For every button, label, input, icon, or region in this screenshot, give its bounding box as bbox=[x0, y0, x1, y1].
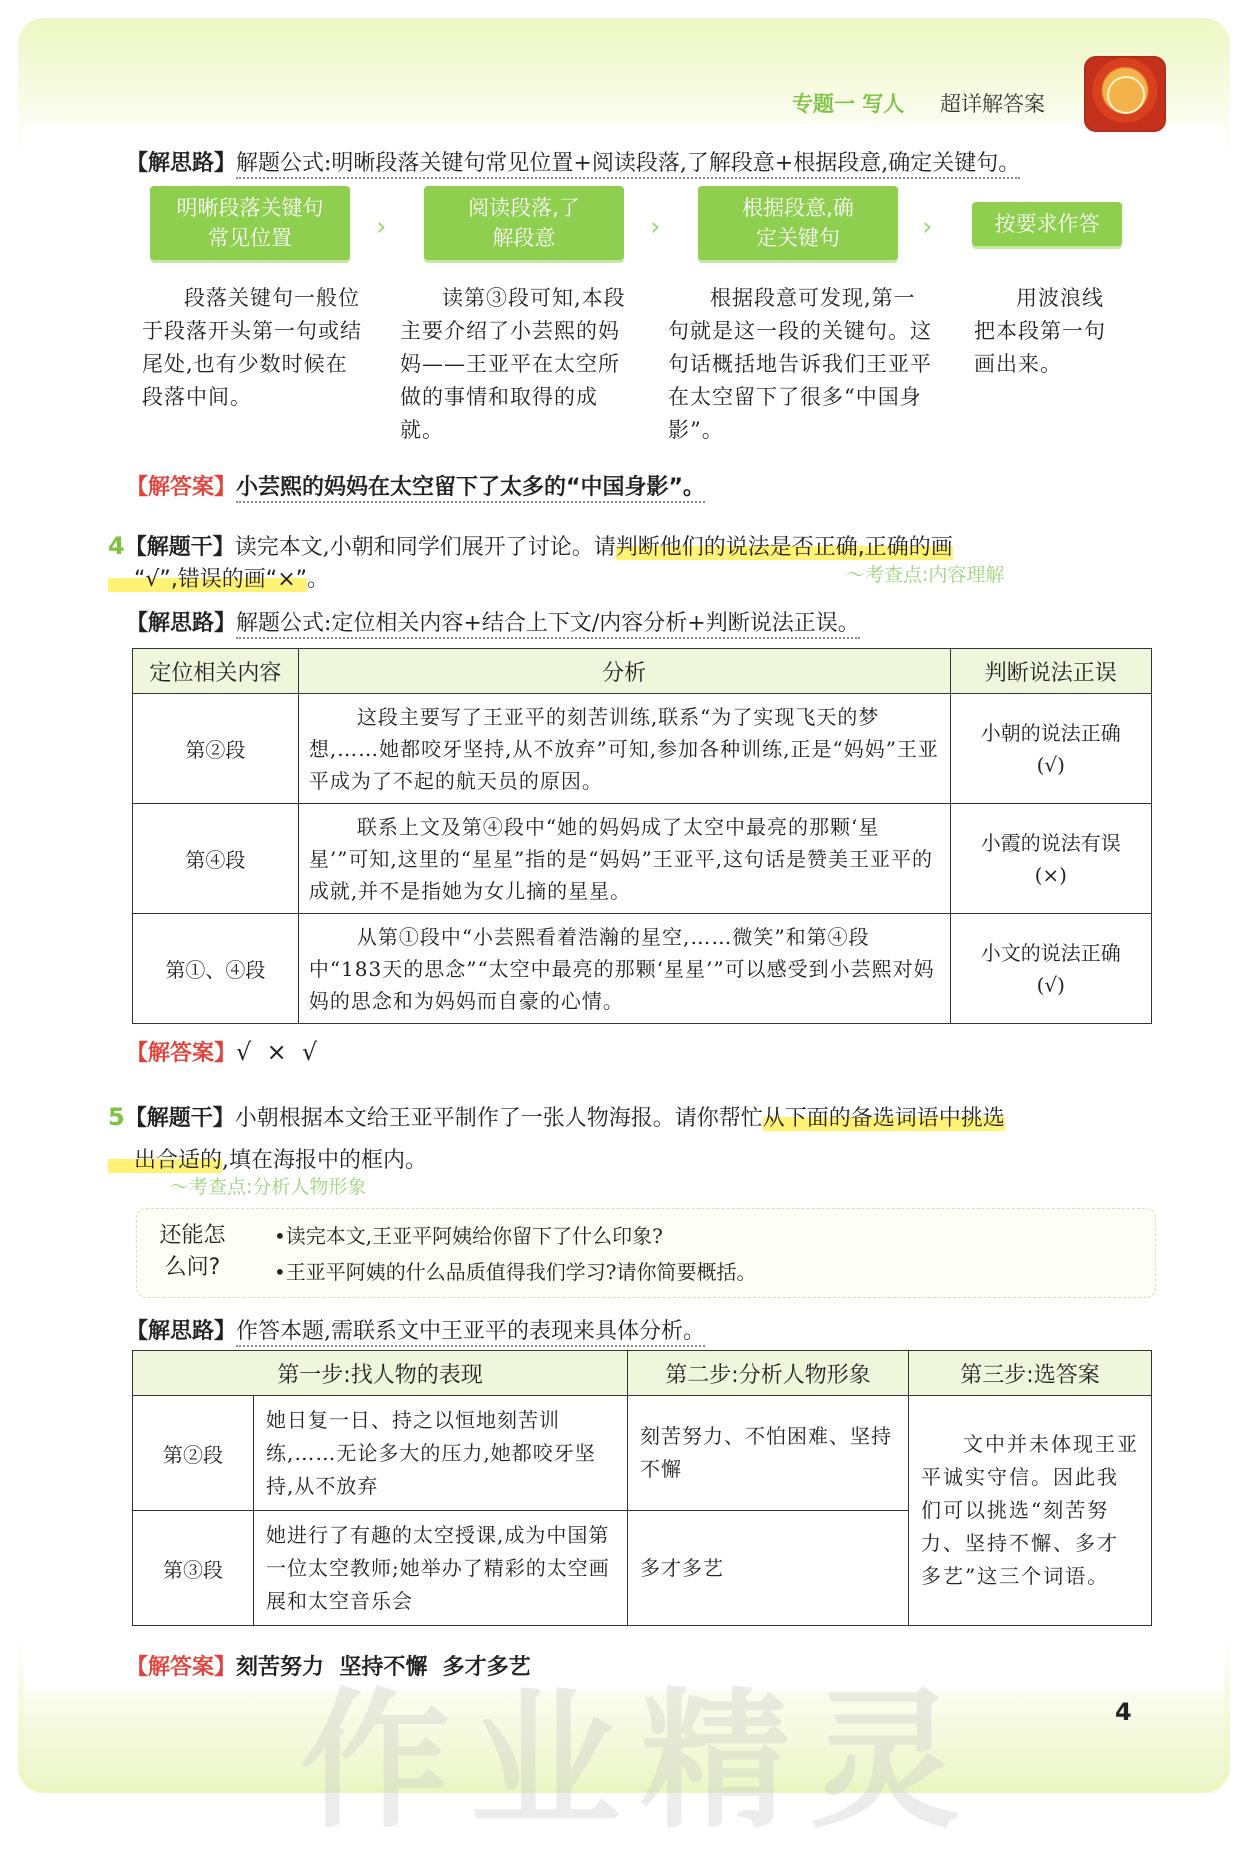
table-header-row bbox=[133, 649, 1152, 694]
chevron-right-icon: › bbox=[922, 212, 933, 242]
q5-stem-text: 小朝根据本文给王亚平制作了一张人物海报。请你帮忙 bbox=[234, 1106, 763, 1131]
judgement-text: 小文的说法正确 bbox=[980, 940, 1121, 965]
watermark: 作业精灵 bbox=[300, 1675, 981, 1849]
table-row bbox=[133, 1396, 1152, 1511]
q5-analysis-table bbox=[132, 1350, 1152, 1626]
table-header: 判断说法正误 bbox=[950, 649, 1151, 694]
judgement-mark: (√) bbox=[1036, 972, 1065, 997]
table-cell-location: 第②段 bbox=[133, 694, 299, 804]
q3-formula-line bbox=[126, 146, 1020, 177]
q5-answer-line bbox=[126, 1650, 531, 1681]
label-jie-ti-gan: 【解题干】 bbox=[124, 535, 235, 560]
q3-step-3-desc: 根据段意可发现,第一句就是这一段的关键句。这句话概括地告诉我们王亚平在太空留下了很多“中国身影”。 bbox=[668, 286, 932, 442]
q3-step-4-desc: 用波浪线把本段第一句画出来。 bbox=[974, 286, 1106, 376]
table-cell-analysis: 这段主要写了王亚平的刻苦训练,联系“为了实现飞天的梦想,……她都咬牙坚持,从不放弃”可知,参加各种训练,正是“妈妈”王亚平成为了不起的航天员的原因。 bbox=[298, 694, 950, 804]
q3-step-1: 明晰段落关键句常见位置 bbox=[150, 186, 350, 260]
label-jie-si-lu: 【解思路】 bbox=[126, 1319, 237, 1344]
table-cell-location: 第①、④段 bbox=[133, 914, 299, 1024]
q3-step-4: 按要求作答 bbox=[972, 202, 1122, 246]
label-jie-da-an: 【解答案】 bbox=[126, 1655, 237, 1680]
alt-question-label: 还能怎么问? bbox=[159, 1223, 226, 1280]
q5-hint: 作答本题,需联系文中王亚平的表现来具体分析。 bbox=[236, 1319, 705, 1347]
table-cell-judgement bbox=[950, 914, 1151, 1024]
table-header-row bbox=[133, 1351, 1152, 1396]
q5-stem-highlight: 从下面的备选词语中挑选 bbox=[762, 1106, 1005, 1131]
label-jie-ti-gan: 【解题干】 bbox=[124, 1106, 235, 1131]
q4-stem-highlight-2: “√”,错误的画“×” bbox=[108, 567, 307, 592]
label-jie-si-lu: 【解思路】 bbox=[126, 611, 237, 636]
label-jie-da-an: 【解答案】 bbox=[126, 1041, 237, 1066]
q4-number: 4 bbox=[108, 532, 125, 560]
q3-answer-line bbox=[126, 470, 705, 501]
q4-formula: 解题公式:定位相关内容+结合上下文/内容分析+判断说法正误。 bbox=[236, 611, 860, 639]
q3-step-3: 根据段意,确定关键句 bbox=[698, 186, 898, 260]
q4-stem-highlight: 判断他们的说法是否正确,正确的画 bbox=[615, 535, 953, 560]
chevron-right-icon: › bbox=[376, 212, 387, 242]
table-cell-behavior: 她进行了有趣的太空授课,成为中国第一位太空教师;她举办了精彩的太空画展和太空音乐会 bbox=[254, 1511, 628, 1626]
q5-stem-end: ,填在海报中的框内。 bbox=[222, 1148, 428, 1173]
q5-answer: 刻苦努力 坚持不懈 多才多艺 bbox=[236, 1655, 531, 1680]
table-row bbox=[133, 694, 1152, 804]
q4-answer: √ × √ bbox=[236, 1038, 318, 1066]
table-cell-conclusion: 文中并未体现王亚平诚实守信。因此我们可以挑选“刻苦努力、坚持不懈、多才多艺”这三个词语。 bbox=[909, 1396, 1152, 1626]
q3-step-1-desc: 段落关键句一般位于段落开头第一句或结尾处,也有少数时候在段落中间。 bbox=[142, 286, 362, 409]
header-topic: 专题一 写人 bbox=[792, 92, 905, 116]
table-cell-location: 第④段 bbox=[133, 804, 299, 914]
table-cell-location: 第③段 bbox=[133, 1511, 254, 1626]
header-answer-label: 超详解答案 bbox=[940, 92, 1045, 116]
table-cell-trait: 多才多艺 bbox=[628, 1511, 909, 1626]
q4-answer-line bbox=[126, 1036, 317, 1067]
alt-question-item: •王亚平阿姨的什么品质值得我们学习?请你简要概括。 bbox=[274, 1260, 757, 1284]
q4-stem-text: 读完本文,小朝和同学们展开了讨论。请 bbox=[234, 535, 616, 560]
table-row bbox=[133, 804, 1152, 914]
judgement-text: 小霞的说法有误 bbox=[980, 830, 1121, 855]
chevron-right-icon: › bbox=[650, 212, 661, 242]
judgement-mark: (√) bbox=[1036, 752, 1065, 777]
table-cell-trait: 刻苦努力、不怕困难、坚持不懈 bbox=[628, 1396, 909, 1511]
q3-step-2-desc: 读第③段可知,本段主要介绍了小芸熙的妈妈——王亚平在太空所做的事情和取得的成就。 bbox=[400, 286, 626, 442]
q5-hint-line bbox=[126, 1314, 705, 1345]
table-header: 第一步:找人物的表现 bbox=[133, 1351, 628, 1396]
q4-stem-end: 。 bbox=[307, 567, 330, 592]
q5-annotation: 〜 考查点:分析人物形象 bbox=[170, 1172, 366, 1199]
q3-formula: 解题公式:明晰段落关键句常见位置+阅读段落,了解段意+根据段意,确定关键句。 bbox=[236, 151, 1020, 179]
table-header: 第二步:分析人物形象 bbox=[628, 1351, 909, 1396]
q5-stem bbox=[108, 1096, 1168, 1182]
alt-question-item: •读完本文,王亚平阿姨给你留下了什么印象? bbox=[274, 1224, 663, 1248]
label-jie-da-an: 【解答案】 bbox=[126, 475, 237, 500]
table-row bbox=[133, 914, 1152, 1024]
q3-step-2: 阅读段落,了解段意 bbox=[424, 186, 624, 260]
table-cell-analysis: 从第①段中“小芸熙看着浩瀚的星空,……微笑”和第④段中“183天的思念”“太空中最亮的那颗‘星星’”可以感受到小芸熙对妈妈的思念和为妈妈而自豪的心情。 bbox=[298, 914, 950, 1024]
footer-strip bbox=[24, 1690, 1224, 1787]
table-header: 分析 bbox=[298, 649, 950, 694]
judgement-text: 小朝的说法正确 bbox=[980, 720, 1121, 745]
judgement-mark: (×) bbox=[1034, 862, 1067, 887]
q5-stem-highlight-2: 出合适的 bbox=[108, 1148, 222, 1173]
q4-annotation: 〜 考查点:内容理解 bbox=[846, 560, 1004, 587]
brand-logo bbox=[1084, 56, 1166, 132]
page-number: 4 bbox=[1115, 1698, 1132, 1726]
q4-formula-line bbox=[126, 606, 860, 637]
logo-emblem-icon bbox=[1107, 76, 1145, 114]
label-jie-si-lu: 【解思路】 bbox=[126, 151, 237, 176]
table-cell-behavior: 她日复一日、持之以恒地刻苦训练,……无论多大的压力,她都咬牙坚持,从不放弃 bbox=[254, 1396, 628, 1511]
table-cell-judgement bbox=[950, 804, 1151, 914]
q5-number: 5 bbox=[108, 1103, 125, 1131]
table-cell-analysis: 联系上文及第④段中“她的妈妈成了太空中最亮的那颗‘星星’”可知,这里的“星星”指的是“妈妈”王亚平,这句话是赞美王亚平的成就,并不是指她为女儿摘的星星。 bbox=[298, 804, 950, 914]
table-cell-location: 第②段 bbox=[133, 1396, 254, 1511]
table-cell-judgement bbox=[950, 694, 1151, 804]
table-header: 第三步:选答案 bbox=[909, 1351, 1152, 1396]
q3-answer: 小芸熙的妈妈在太空留下了太多的“中国身影”。 bbox=[236, 475, 705, 503]
q4-analysis-table bbox=[132, 648, 1152, 1024]
table-header: 定位相关内容 bbox=[133, 649, 299, 694]
